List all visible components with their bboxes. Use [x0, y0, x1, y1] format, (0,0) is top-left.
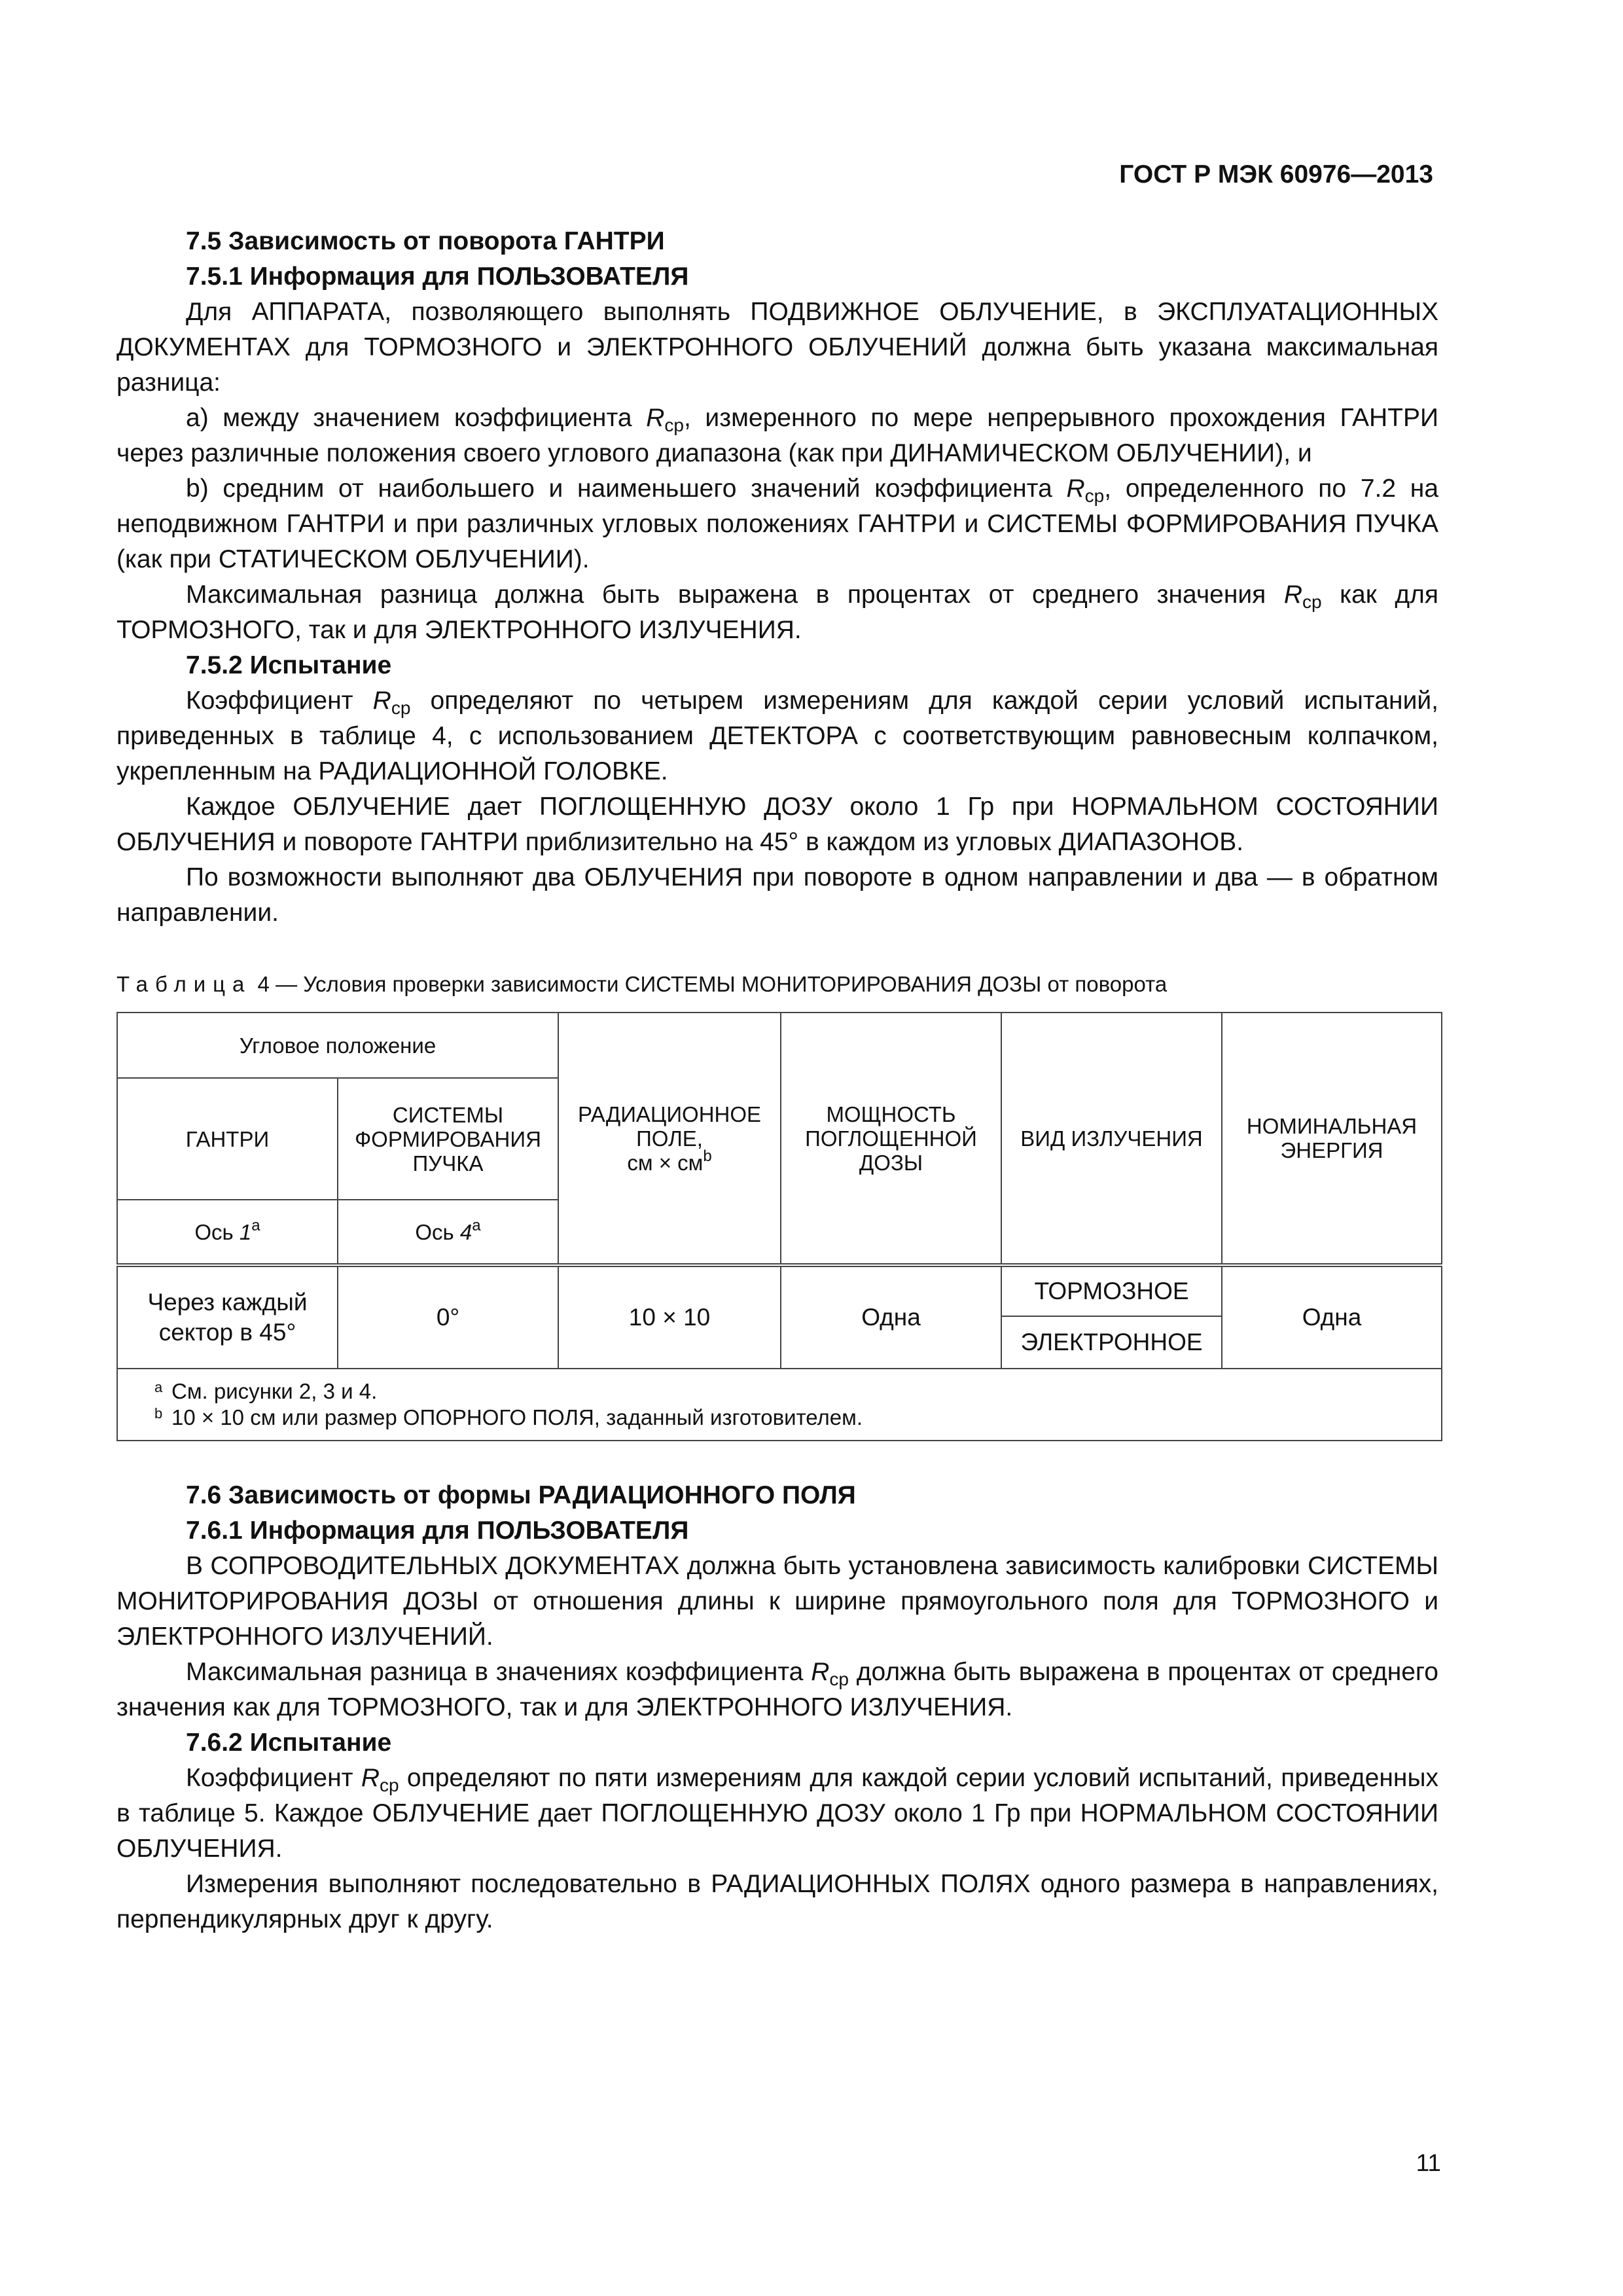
table-notes-row	[117, 1369, 1442, 1441]
table-4	[116, 1012, 1442, 1441]
paragraph-7-5-1-max: Максимальная разница должна быть выражена в процентах от среднего значения $R_{ср}$ как для ТОРМОЗНОГО, так и для ЭЛЕКТРОННОГО ИЗЛУЧЕНИЯ.	[116, 581, 1438, 644]
header-axis-1: Ось 1$^a$	[117, 1200, 338, 1265]
section-7-6-2-heading: 7.6.2 Испытание	[186, 1729, 392, 1757]
table-4-caption: Таблица 4 — Условия проверки зависимости СИСТЕМЫ МОНИТОРИРОВАНИЯ ДОЗЫ от поворота	[116, 972, 1168, 996]
paragraph-7-5-2-possible: По возможности выполняют два ОБЛУЧЕНИЯ при повороте в одном направлении и два — в обратном направлении.	[116, 863, 1438, 927]
section-7-5-heading: 7.5 Зависимость от поворота ГАНТРИ	[186, 227, 665, 255]
header-nominal-energy: НОМИНАЛЬНАЯ ЭНЕРГИЯ	[1222, 1013, 1442, 1265]
header-radiation-type: ВИД ИЗЛУЧЕНИЯ	[1001, 1013, 1222, 1265]
header-axis-4: Ось 4$^a$	[338, 1200, 558, 1265]
paragraph-7-5-1-a: a) между значением коэффициента $R_{ср}$, измеренного по мере непрерывного прохождения ГАНТРИ через различные положения своего углового диапазона (как при ДИНАМИЧЕСКОМ ОБЛУЧЕНИИ), и	[116, 404, 1438, 467]
header-angular-position: Угловое положение	[117, 1013, 558, 1078]
paragraph-7-6-2-measurements: Измерения выполняют последовательно в РАДИАЦИОННЫХ ПОЛЯХ одного размера в направлениях, перпендикулярных друг к другу.	[116, 1870, 1438, 1933]
paragraph-7-5-2-coef: Коэффициент $R_{ср}$ определяют по четырем измерениям для каждой серии условий испытаний, приведенных в таблице 4, с использованием ДЕТЕКТОРА с соответствующим равновесным колпачком, укрепленным на РАДИАЦИОННОЙ ГОЛОВКЕ.	[116, 687, 1438, 785]
table-row	[117, 1265, 1442, 1316]
paragraph-7-6-1-intro: В СОПРОВОДИТЕЛЬНЫХ ДОКУМЕНТАХ должна быть установлена зависимость калибровки СИСТЕМЫ МОНИТОРИРОВАНИЯ ДОЗЫ от отношения длины к ширине прямоугольного поля для ТОРМОЗНОГО и ЭЛЕКТРОННОГО ИЗЛУЧЕНИЙ.	[116, 1552, 1438, 1651]
header-dose-rate: МОЩНОСТЬ ПОГЛОЩЕННОЙ ДОЗЫ	[781, 1013, 1001, 1265]
header-gantry: ГАНТРИ	[117, 1078, 338, 1200]
cell-type-bremsstrahlung: ТОРМОЗНОЕ	[1001, 1265, 1222, 1316]
section-7-6-heading: 7.6 Зависимость от формы РАДИАЦИОННОГО ПОЛЯ	[186, 1481, 856, 1509]
cell-energy: Одна	[1222, 1265, 1442, 1369]
cell-beam: 0°	[338, 1265, 558, 1369]
paragraph-7-5-1-intro: Для АППАРАТА, позволяющего выполнять ПОДВИЖНОЕ ОБЛУЧЕНИЕ, в ЭКСПЛУАТАЦИОННЫХ ДОКУМЕНТАХ для ТОРМОЗНОГО и ЭЛЕКТРОННОГО ОБЛУЧЕНИЙ должна быть указана максимальная разница:	[116, 298, 1438, 397]
table-header-row	[117, 1013, 1442, 1078]
section-7-5-1-heading: 7.5.1 Информация для ПОЛЬЗОВАТЕЛЯ	[186, 262, 689, 291]
paragraph-7-5-1-b: b) средним от наибольшего и наименьшего значений коэффициента $R_{ср}$, определенного по 7.2 на неподвижном ГАНТРИ и при различных угловых положениях ГАНТРИ и СИСТЕМЫ ФОРМИРОВАНИЯ ПУЧКА (как при СТАТИЧЕСКОМ ОБЛУЧЕНИИ).	[116, 475, 1439, 573]
standard-header: ГОСТ Р МЭК 60976—2013	[1119, 160, 1433, 188]
table-notes	[117, 1369, 1442, 1441]
page-content	[116, 224, 1438, 1937]
paragraph-7-6-1-max: Максимальная разница в значениях коэффициента $R_{ср}$ должна быть выражена в процентах от среднего значения как для ТОРМОЗНОГО, так и для ЭЛЕКТРОННОГО ИЗЛУЧЕНИЯ.	[116, 1658, 1438, 1721]
table-note-a: a См. рисунки 2, 3 и 4.	[154, 1379, 378, 1403]
page-number: 11	[1416, 2149, 1441, 2176]
cell-dose: Одна	[781, 1265, 1001, 1369]
header-radiation-field: РАДИАЦИОННОЕ ПОЛЕ, см × $см^b$	[558, 1013, 781, 1265]
paragraph-7-6-2-coef: Коэффициент $R_{ср}$ определяют по пяти измерениям для каждой серии условий испытаний, приведенных в таблице 5. Каждое ОБЛУЧЕНИЕ дает ПОГЛОЩЕННУЮ ДОЗУ около 1 Гр при НОРМАЛЬНОМ СОСТОЯНИИ ОБЛУЧЕНИЯ.	[116, 1764, 1438, 1863]
section-7-5-2-heading: 7.5.2 Испытание	[186, 651, 392, 679]
cell-gantry: Через каждый сектор в 45°	[117, 1265, 338, 1369]
cell-type-electron: ЭЛЕКТРОННОЕ	[1001, 1316, 1222, 1369]
paragraph-7-5-2-each: Каждое ОБЛУЧЕНИЕ дает ПОГЛОЩЕННУЮ ДОЗУ около 1 Гр при НОРМАЛЬНОМ СОСТОЯНИИ ОБЛУЧЕНИЯ и повороте ГАНТРИ приблизительно на 45° в каждом из угловых ДИАПАЗОНОВ.	[116, 793, 1438, 856]
section-7-6-1-heading: 7.6.1 Информация для ПОЛЬЗОВАТЕЛЯ	[186, 1516, 689, 1545]
cell-field: 10 × 10	[558, 1265, 781, 1369]
header-beam-system: СИСТЕМЫ ФОРМИРОВАНИЯ ПУЧКА	[338, 1078, 558, 1200]
table-note-b: b 10 × 10 см или размер ОПОРНОГО ПОЛЯ, заданный изготовителем.	[154, 1405, 863, 1429]
